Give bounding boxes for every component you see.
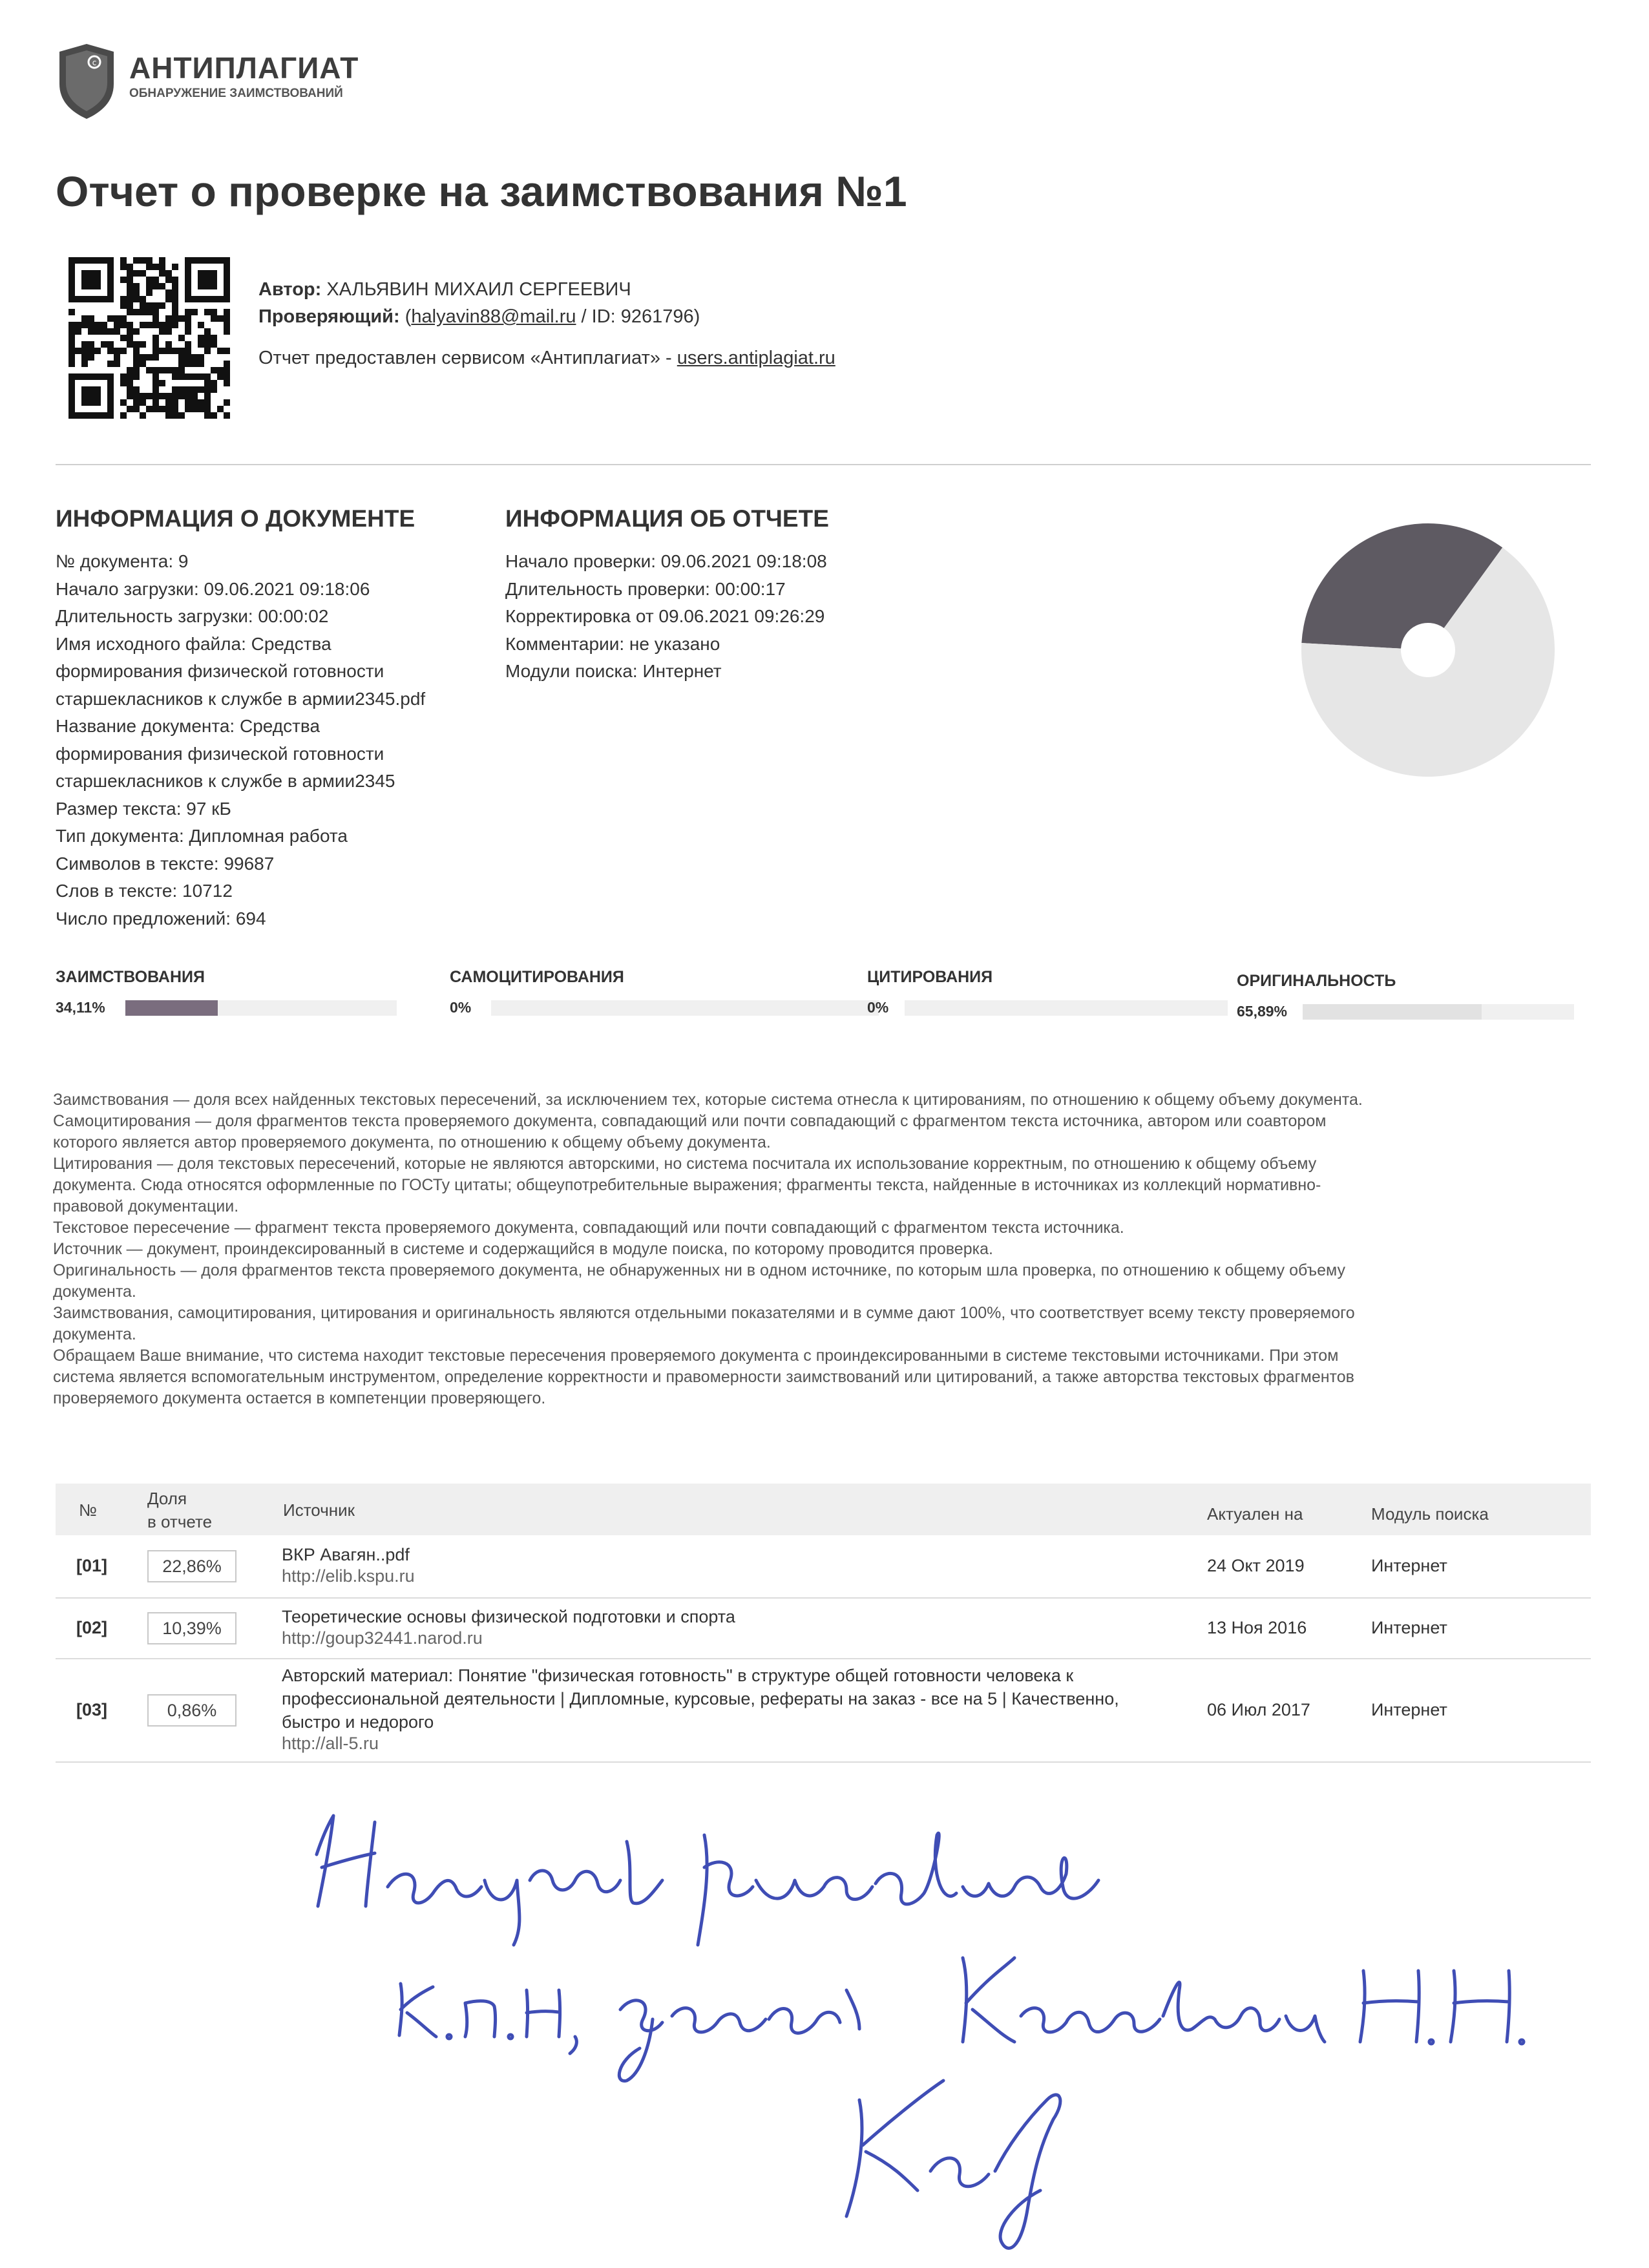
- header-num: №: [79, 1500, 97, 1520]
- legend-line: Текстовое пересечение — фрагмент текста проверяемого документа, совпадающий или почти совпадающий с фрагментом текста источника.: [53, 1219, 1124, 1237]
- metric-bar-track: [905, 1000, 1228, 1016]
- source-number: [01]: [76, 1556, 108, 1575]
- checker-id: / ID: 9261796): [576, 306, 700, 327]
- source-title: ВКР Авагян..pdf: [282, 1545, 410, 1564]
- document-info-line: Название документа: Средства: [56, 716, 320, 736]
- antiplagiat-logo-icon: [57, 43, 116, 120]
- source-number: [02]: [76, 1618, 108, 1637]
- source-module: Интернет: [1371, 1556, 1447, 1575]
- divider: [56, 464, 1591, 465]
- legend-line: документа. Сюда относятся оформленные по ГОСТу цитаты; общеупотребительные выражения; фрагменты текста, найденные в источниках из коллекций нормативно-: [53, 1176, 1321, 1194]
- legend-line: Заимствования — доля всех найденных текстовых пересечений, за исключением тех, которые система отнесла к цитированиям, по отношению к общему объему документа.: [53, 1091, 1363, 1109]
- metric-value: 0%: [867, 999, 889, 1016]
- header-date: Актуален на: [1207, 1504, 1303, 1524]
- source-share: 0,86%: [147, 1694, 236, 1727]
- report-info-title: ИНФОРМАЦИЯ ОБ ОТЧЕТЕ: [505, 505, 829, 532]
- document-info-title: ИНФОРМАЦИЯ О ДОКУМЕНТЕ: [56, 505, 415, 532]
- metric-value: 0%: [450, 999, 472, 1016]
- author-name: ХАЛЬЯВИН МИХАИЛ СЕРГЕЕВИЧ: [326, 279, 631, 300]
- legend-line: Оригинальность — доля фрагментов текста проверяемого документа, не обнаруженных ни в одном источнике, по которым шла проверка, по отношению к общему объему: [53, 1261, 1345, 1279]
- metric-bar-fill: [1303, 1004, 1482, 1020]
- service-link[interactable]: users.antiplagiat.ru: [677, 348, 835, 368]
- legend-line: документа.: [53, 1283, 136, 1301]
- qr-code: [68, 257, 230, 419]
- document-info-line: Тип документа: Дипломная работа: [56, 826, 348, 846]
- definitions-legend: [53, 1089, 1595, 1409]
- checker-label: Проверяющий:: [258, 306, 400, 327]
- header-source: Источник: [283, 1500, 355, 1520]
- document-info-line: Слов в тексте: 10712: [56, 881, 233, 901]
- source-number: [03]: [76, 1700, 108, 1719]
- metric-label: ЗАИМСТВОВАНИЯ: [56, 968, 205, 986]
- source-module: Интернет: [1371, 1700, 1447, 1719]
- service-line: [258, 348, 835, 369]
- metric-value: 34,11%: [56, 999, 105, 1016]
- document-info-line: формирования физической готовности: [56, 743, 384, 764]
- report-info-line: Модули поиска: Интернет: [505, 661, 722, 681]
- source-title: быстро и недорого: [282, 1712, 434, 1732]
- legend-line: Цитирования — доля текстовых пересечений, которые не являются авторскими, но система посчитала их использование корректным, по отношению к общему объему: [53, 1155, 1317, 1173]
- document-info-line: формирования физической готовности: [56, 661, 384, 681]
- report-info-line: Комментарии: не указано: [505, 633, 720, 654]
- report-info-line: Начало проверки: 09.06.2021 09:18:08: [505, 551, 827, 571]
- table-body: [56, 1535, 1591, 1763]
- legend-line: проверяемого документа остается в компетенции проверяющего.: [53, 1389, 546, 1407]
- metric-bar-track: [125, 1000, 397, 1016]
- source-date: 13 Ноя 2016: [1207, 1618, 1307, 1637]
- source-date: 06 Июл 2017: [1207, 1700, 1310, 1719]
- document-info-line: Имя исходного файла: Средства: [56, 633, 331, 654]
- checker-email-link[interactable]: halyavin88@mail.ru: [411, 306, 576, 327]
- metric-value: 65,89%: [1237, 1003, 1288, 1020]
- metric-bar-track: [1303, 1004, 1574, 1020]
- document-info-line: Число предложений: 694: [56, 908, 266, 929]
- table-header: [56, 1484, 1591, 1535]
- legend-line: Обращаем Ваше внимание, что система находит текстовые пересечения проверяемого документа с проиндексированными в системе текстовыми источниками. При этом: [53, 1347, 1339, 1365]
- table-row: [56, 1535, 1591, 1599]
- legend-line: которого является автор проверяемого документа, по отношению к общему объему документа.: [53, 1133, 771, 1151]
- source-url-link[interactable]: http://all-5.ru: [282, 1734, 379, 1753]
- source-date: 24 Окт 2019: [1207, 1556, 1305, 1575]
- legend-line: Самоцитирования — доля фрагментов текста проверяемого документа, совпадающий или почти совпадающий с фрагментом текста источника, автором или соавтором: [53, 1112, 1327, 1130]
- source-title: Теоретические основы физической подготовки и спорта: [282, 1607, 735, 1626]
- originality-donut-chart: [1299, 521, 1557, 779]
- header-share-sub: в отчете: [147, 1512, 213, 1531]
- legend-line: система является вспомогательным инструментом, определение корректности и правомерности заимствований или цитирований, а также авторства текстовых фрагментов: [53, 1368, 1354, 1386]
- report-info-line: Длительность проверки: 00:00:17: [505, 578, 786, 599]
- legend-line: документа.: [53, 1325, 136, 1343]
- checker-line: [258, 306, 700, 328]
- svg-text:c: c: [92, 58, 97, 67]
- metric-label: САМОЦИТИРОВАНИЯ: [450, 968, 624, 986]
- source-share: 10,39%: [147, 1612, 236, 1644]
- document-info-line: Длительность загрузки: 00:00:02: [56, 606, 329, 626]
- metric-bar-track: [491, 1000, 879, 1016]
- sources-table: [56, 1484, 1591, 1763]
- document-info-line: № документа: 9: [56, 551, 189, 571]
- legend-line: Заимствования, самоцитирования, цитирования и оригинальность являются отдельными показателями и в сумме дают 100%, что соответствует всему тексту проверяемого: [53, 1304, 1355, 1322]
- author-label: Автор:: [258, 279, 322, 300]
- source-url-link[interactable]: http://goup32441.narod.ru: [282, 1628, 483, 1648]
- author-line: [258, 279, 631, 300]
- header-share: Доля: [147, 1489, 187, 1508]
- source-share: 22,86%: [147, 1550, 236, 1582]
- report-title: Отчет о проверке на заимствования №1: [56, 167, 907, 215]
- legend-line: правовой документации.: [53, 1197, 239, 1215]
- document-info-line: Размер текста: 97 кБ: [56, 798, 231, 819]
- source-title: профессиональной деятельности | Дипломные, курсовые, рефераты на заказ - все на 5 | Качественно,: [282, 1689, 1119, 1708]
- metric-label: ОРИГИНАЛЬНОСТЬ: [1237, 972, 1396, 990]
- source-title: Авторский материал: Понятие "физическая готовность" в структуре общей готовности человека к: [282, 1666, 1074, 1685]
- table-row: [56, 1659, 1591, 1763]
- metric-bar-fill: [125, 1000, 218, 1016]
- document-info-line: старшекласников к службе в армии2345: [56, 771, 395, 791]
- document-info-line: Начало загрузки: 09.06.2021 09:18:06: [56, 578, 370, 599]
- document-info-line: старшекласников к службе в армии2345.pdf: [56, 688, 426, 709]
- metric-label: ЦИТИРОВАНИЯ: [867, 968, 993, 986]
- document-info-list: [56, 548, 425, 932]
- table-row: [56, 1599, 1591, 1659]
- legend-line: Источник — документ, проиндексированный в системе и содержащийся в модуле поиска, по которому проводится проверка.: [53, 1240, 993, 1258]
- report-info-list: [505, 548, 827, 686]
- checker-paren: (: [404, 306, 412, 327]
- header-module: Модуль поиска: [1371, 1504, 1489, 1524]
- document-info-line: Символов в тексте: 99687: [56, 853, 275, 874]
- service-text: Отчет предоставлен сервисом «Антиплагиат» -: [258, 348, 672, 368]
- source-url-link[interactable]: http://elib.kspu.ru: [282, 1566, 415, 1586]
- report-info-line: Корректировка от 09.06.2021 09:26:29: [505, 606, 825, 626]
- brand-name: АНТИПЛАГИАТ: [129, 51, 359, 85]
- source-module: Интернет: [1371, 1618, 1447, 1637]
- brand-tagline: ОБНАРУЖЕНИЕ ЗАИМСТВОВАНИЙ: [129, 87, 343, 100]
- handwritten-signature: [291, 1796, 1551, 2262]
